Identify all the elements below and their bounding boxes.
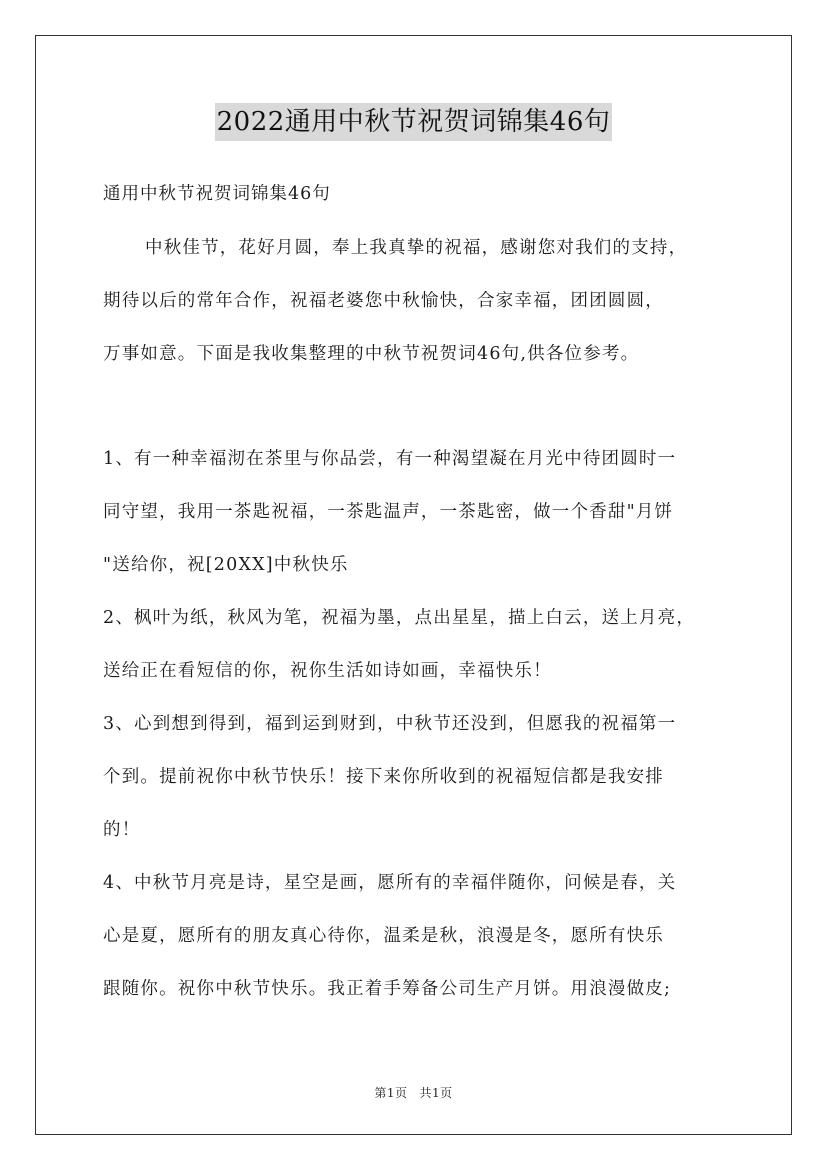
paragraph-spacer	[103, 387, 743, 439]
item-line: 的！	[103, 820, 141, 840]
item-line: 同守望，我用一茶匙祝福，一茶匙温声，一茶匙密，做一个香甜"月饼	[103, 502, 674, 522]
document-title-container	[0, 103, 827, 141]
document-body	[103, 174, 743, 1022]
item-line: 送给正在看短信的你，祝你生活如诗如画，幸福快乐！	[103, 661, 552, 681]
item-line: 2、枫叶为纸，秋风为笔，祝福为墨，点出星星，描上白云，送上月亮，	[103, 608, 696, 628]
page-total: 共1页	[419, 1086, 453, 1100]
item-line: 个到。提前祝你中秋节快乐！接下来你所收到的祝福短信都是我安排	[103, 767, 664, 787]
intro-line: 万事如意。下面是我收集整理的中秋节祝贺词46句,供各位参考。	[103, 344, 640, 364]
item-line: 心是夏，愿所有的朋友真心待你，温柔是秋，浪漫是冬，愿所有快乐	[103, 926, 664, 946]
item-line: 4、中秋节月亮是诗，星空是画，愿所有的幸福伴随你，问候是春，关	[103, 873, 677, 893]
item-line: "送给你，祝[20XX]中秋快乐	[103, 555, 349, 575]
page-number: 第1页	[374, 1086, 408, 1100]
document-title: 2022通用中秋节祝贺词锦集46句	[215, 103, 613, 141]
item-line: 3、心到想到得到，福到运到财到，中秋节还没到，但愿我的祝福第一	[103, 714, 677, 734]
intro-line: 中秋佳节，花好月圆，奉上我真挚的祝福，感谢您对我们的支持，	[145, 238, 688, 258]
document-subtitle: 通用中秋节祝贺词锦集46句	[103, 184, 331, 204]
item-line: 跟随你。祝你中秋节快乐。我正着手筹备公司生产月饼。用浪漫做皮;	[103, 979, 672, 999]
intro-line: 期待以后的常年合作，祝福老婆您中秋愉快，合家幸福，团团圆圆，	[103, 291, 664, 311]
page-footer	[0, 1084, 827, 1101]
item-line: 1、有一种幸福沏在茶里与你品尝，有一种渴望凝在月光中待团圆时一	[103, 449, 677, 469]
